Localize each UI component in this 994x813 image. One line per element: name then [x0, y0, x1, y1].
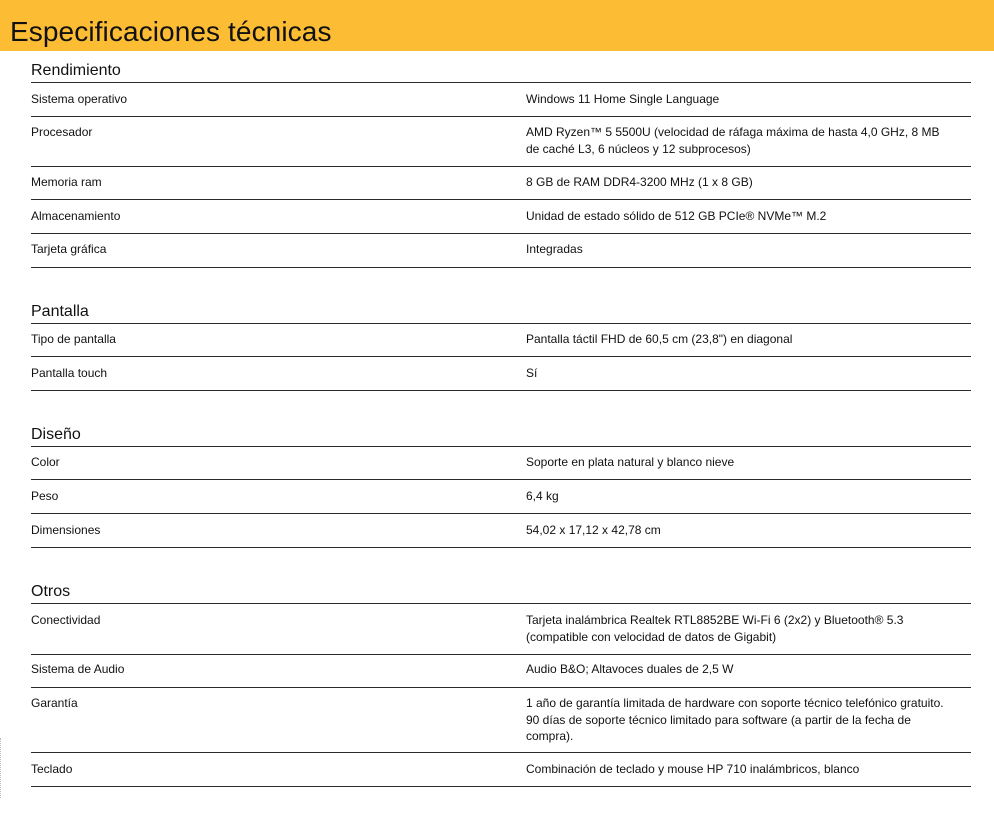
row-divider [31, 513, 971, 514]
spec-value-dimensiones: 54,02 x 17,12 x 42,78 cm [526, 523, 661, 537]
row-divider [31, 356, 971, 357]
spec-value-sistema-de-audio: Audio B&O; Altavoces duales de 2,5 W [526, 662, 734, 676]
spec-label-procesador: Procesador [31, 125, 93, 139]
spec-value-peso: 6,4 kg [526, 489, 559, 503]
spec-value-tarjeta-grafica: Integradas [526, 242, 583, 256]
spec-label-pantalla-touch: Pantalla touch [31, 366, 108, 380]
section-rule [31, 323, 971, 324]
spec-value-procesador: AMD Ryzen™ 5 5500U (velocidad de ráfaga máxima de hasta 4,0 GHz, 8 MB de caché L3, 6 núcleos y 12 subprocesos) [526, 125, 940, 156]
section-rule [31, 446, 971, 447]
spec-label-sistema-operativo: Sistema operativo [31, 92, 128, 106]
row-divider [31, 547, 971, 548]
row-divider [31, 390, 971, 391]
section-title-otros: Otros [31, 583, 71, 600]
spec-value-almacenamiento: Unidad de estado sólido de 512 GB PCIe® NVMe™ M.2 [526, 209, 827, 223]
spec-label-garantia: Garantía [31, 696, 78, 710]
spec-label-tipo-de-pantalla: Tipo de pantalla [31, 332, 116, 346]
row-divider [31, 479, 971, 480]
spec-label-color: Color [31, 455, 60, 469]
row-divider [31, 654, 971, 655]
spec-label-sistema-de-audio: Sistema de Audio [31, 662, 125, 676]
spec-label-almacenamiento: Almacenamiento [31, 209, 121, 223]
section-title-diseno: Diseño [31, 426, 81, 443]
spec-label-peso: Peso [31, 489, 59, 503]
row-divider [31, 786, 971, 787]
section-title-rendimiento: Rendimiento [31, 62, 121, 79]
row-divider [31, 267, 971, 268]
spec-value-color: Soporte en plata natural y blanco nieve [526, 455, 735, 469]
page-edge-marker [0, 738, 3, 798]
row-divider [31, 166, 971, 167]
section-rule [31, 603, 971, 604]
row-divider [31, 233, 971, 234]
spec-value-teclado: Combinación de teclado y mouse HP 710 inalámbricos, blanco [526, 762, 860, 776]
spec-value-memoria-ram: 8 GB de RAM DDR4-3200 MHz (1 x 8 GB) [526, 175, 753, 189]
row-divider [31, 752, 971, 753]
spec-value-garantia: 1 año de garantía limitada de hardware con soporte técnico telefónico gratuito. 90 días de soporte técnico limitado para software (a partir de la fecha de compra). [526, 696, 944, 743]
spec-value-tipo-de-pantalla: Pantalla táctil FHD de 60,5 cm (23,8") en diagonal [526, 332, 793, 346]
spec-label-dimensiones: Dimensiones [31, 523, 101, 537]
spec-label-teclado: Teclado [31, 762, 73, 776]
spec-label-conectividad: Conectividad [31, 613, 101, 627]
spec-value-sistema-operativo: Windows 11 Home Single Language [526, 92, 720, 106]
spec-value-conectividad: Tarjeta inalámbrica Realtek RTL8852BE Wi-Fi 6 (2x2) y Bluetooth® 5.3 (compatible con velocidad de datos de Gigabit) [526, 613, 904, 644]
row-divider [31, 116, 971, 117]
section-title-pantalla: Pantalla [31, 303, 89, 320]
row-divider [31, 687, 971, 688]
page-title: Especificaciones técnicas [10, 16, 332, 47]
row-divider [31, 199, 971, 200]
section-rule [31, 82, 971, 83]
spec-label-tarjeta-grafica: Tarjeta gráfica [31, 242, 107, 256]
spec-value-pantalla-touch: Sí [526, 366, 538, 380]
spec-label-memoria-ram: Memoria ram [31, 175, 102, 189]
